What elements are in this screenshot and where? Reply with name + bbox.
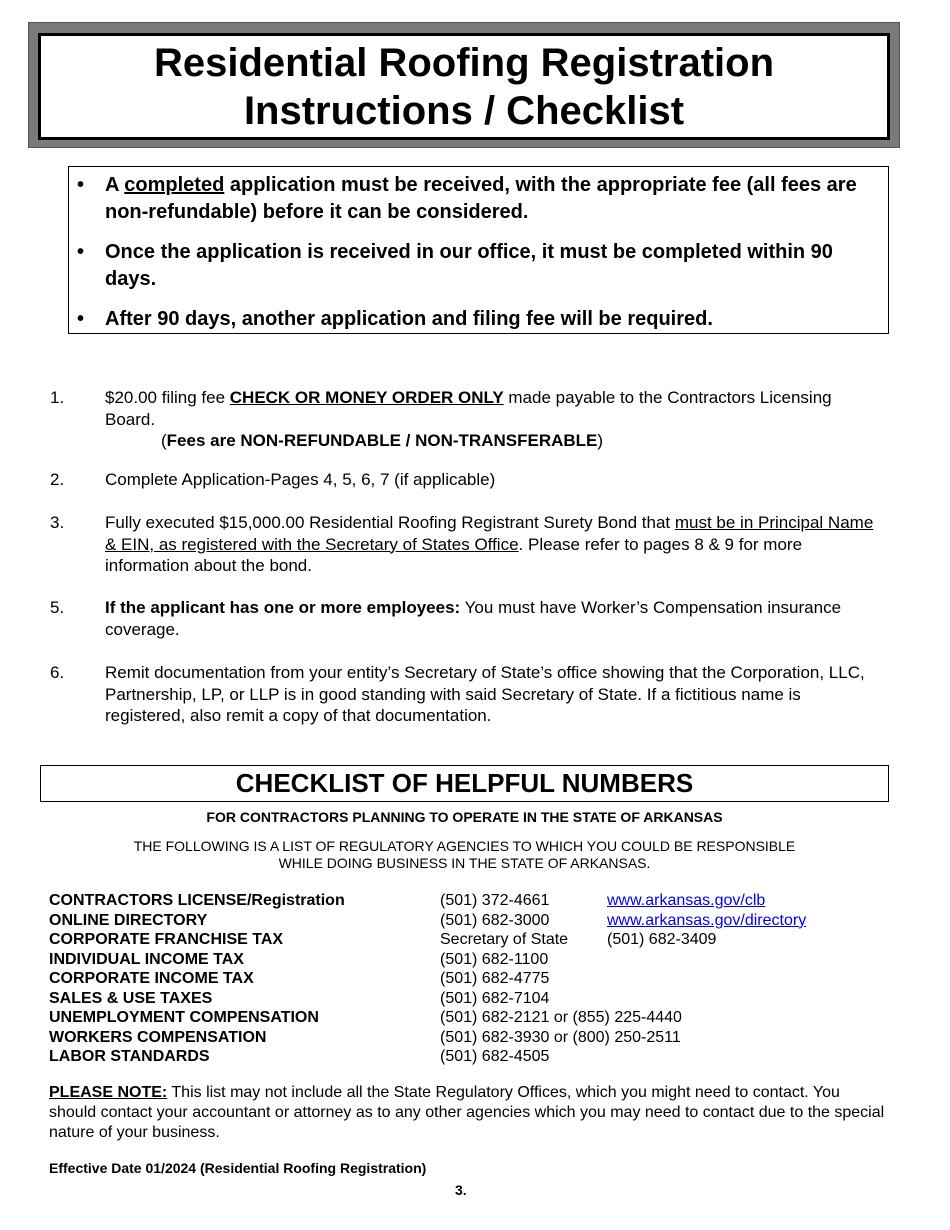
agency-row	[49, 989, 889, 1009]
list-item	[50, 469, 880, 491]
bullet-dot: •	[77, 308, 85, 330]
checklist-subtitle: FOR CONTRACTORS PLANNING TO OPERATE IN THE STATE OF ARKANSAS	[206, 809, 723, 825]
agency-phone: (501) 682-4505	[440, 1048, 550, 1065]
agency-row	[49, 891, 889, 911]
agency-row	[49, 911, 889, 931]
item-number: 6.	[50, 663, 65, 682]
agency-phone: (501) 682-1100	[440, 950, 549, 968]
agency-row	[49, 930, 889, 950]
agency-row	[49, 1047, 889, 1067]
completed-emphasis: completed	[124, 174, 225, 196]
list-item	[50, 597, 880, 641]
bond-name-emphasis: must be in Principal Name & EIN, as registered with the Secretary of States Office	[105, 513, 874, 554]
agency-row	[49, 950, 889, 970]
agency-name: ONLINE DIRECTORY	[49, 911, 208, 929]
bullet-text: Once the application is received in our office, it must be completed within 90 days.	[105, 241, 833, 290]
agency-extra-phone: (501) 682-3409	[607, 931, 717, 948]
agency-name: LABOR STANDARDS	[49, 1048, 210, 1065]
item-text: Complete Application-Pages 4, 5, 6, 7 (if applicable)	[105, 470, 496, 489]
please-note	[49, 1083, 889, 1143]
agency-name: CONTRACTORS LICENSE/Registration	[49, 892, 345, 909]
item-text: Fully executed $15,000.00 Residential Roofing Registrant Surety Bond that must be in Principal Name & EIN, as registered with the Secretary of States Office. Please refer to pages 8 & 9 for more information about the bond.	[105, 513, 874, 575]
agency-row	[49, 1008, 889, 1028]
list-item	[50, 387, 880, 455]
requirements-box	[68, 166, 889, 334]
checklist-intro: THE FOLLOWING IS A LIST OF REGULATORY AGENCIES TO WHICH YOU COULD BE RESPONSIBLE WHILE DOING BUSINESS IN THE STATE OF ARKANSAS.	[133, 838, 796, 871]
clb-website-link[interactable]: www.arkansas.gov/clb	[607, 892, 766, 909]
item-text: $20.00 filing fee CHECK OR MONEY ORDER ONLY made payable to the Contractors Licensing Board. (Fees are NON-REFUNDABLE / NON-TRANSFERABLE)	[105, 388, 832, 450]
note-text: This list may not include all the State Regulatory Offices, which you might need to contact. You should contact your accountant or attorney as to any other agencies which you may need to contact due to the special nature of your business.	[49, 1084, 885, 1141]
agency-name: CORPORATE FRANCHISE TAX	[49, 931, 284, 948]
agency-phone: (501) 682-3930 or (800) 250-2511	[440, 1028, 681, 1046]
bullet-dot: •	[77, 174, 85, 196]
directory-website-link[interactable]: www.arkansas.gov/directory	[607, 911, 807, 929]
list-item	[50, 662, 880, 728]
agency-name: INDIVIDUAL INCOME TAX	[49, 950, 244, 968]
agency-phone: (501) 372-4661	[440, 892, 550, 909]
agency-row	[49, 1028, 889, 1048]
list-item	[50, 512, 880, 578]
agency-phone: Secretary of State	[440, 931, 569, 948]
page-number: 3.	[455, 1182, 467, 1198]
item-number: 2.	[50, 470, 65, 489]
agency-phone: (501) 682-2121 or (855) 225-4440	[440, 1009, 682, 1026]
fee-notice: (Fees are NON-REFUNDABLE / NON-TRANSFERABLE)	[161, 431, 604, 450]
bullet-text: After 90 days, another application and filing fee will be required.	[105, 308, 713, 330]
agency-name: CORPORATE INCOME TAX	[49, 970, 254, 987]
agency-name: UNEMPLOYMENT COMPENSATION	[49, 1009, 319, 1026]
agency-phone: (501) 682-4775	[440, 970, 550, 987]
title-line-1: Residential Roofing Registration	[153, 40, 775, 85]
item-text: If the applicant has one or more employees: You must have Worker’s Compensation insurance coverage.	[105, 598, 842, 639]
page-title	[38, 33, 890, 140]
agency-name: SALES & USE TAXES	[49, 989, 213, 1007]
bullet-dot: •	[77, 241, 85, 263]
item-text: Remit documentation from your entity’s Secretary of State’s office showing that the Corporation, LLC, Partnership, LP, or LLP is in good standing with said Secretary of State. If a fictitious name is registered, also remit a copy of that documentation.	[105, 663, 865, 725]
agency-phone: (501) 682-7104	[440, 989, 550, 1007]
checklist-title: CHECKLIST OF HELPFUL NUMBERS	[40, 765, 889, 802]
bullet-text: A completed application must be received, with the appropriate fee (all fees are non-refundable) before it can be considered.	[105, 174, 857, 223]
agency-phone: (501) 682-3000	[440, 911, 550, 929]
item-number: 5.	[50, 598, 65, 617]
agency-name: WORKERS COMPENSATION	[49, 1028, 267, 1046]
item-number: 3.	[50, 513, 65, 532]
payment-method-emphasis: CHECK OR MONEY ORDER ONLY	[229, 388, 504, 407]
title-line-2: Instructions / Checklist	[243, 88, 685, 133]
agency-row	[49, 969, 889, 989]
note-label: PLEASE NOTE:	[49, 1084, 168, 1101]
effective-date: Effective Date 01/2024 (Residential Roofing Registration)	[49, 1160, 427, 1176]
item-number: 1.	[50, 388, 65, 407]
